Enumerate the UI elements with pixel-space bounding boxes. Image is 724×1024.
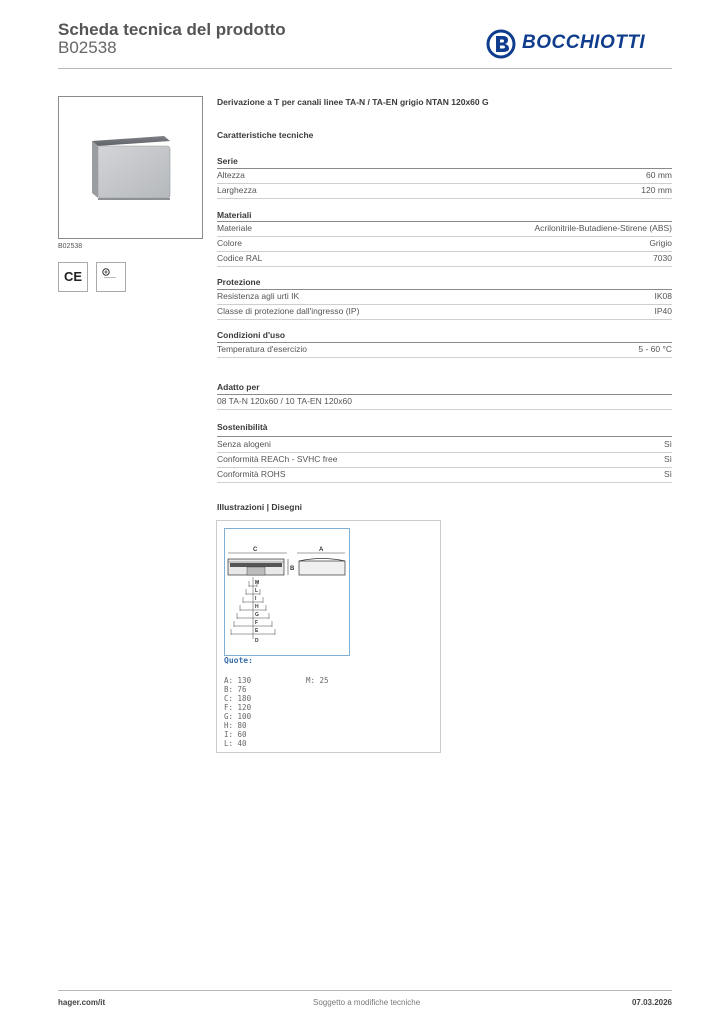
spec-value: 120 mm [641, 185, 672, 195]
spec-label: Conformità ROHS [217, 469, 286, 479]
spec-value: Sì [663, 454, 672, 464]
group-rule [217, 436, 672, 437]
spec-value: Sì [663, 439, 672, 449]
spec-row [217, 252, 672, 267]
spec-label: Materiale [217, 223, 252, 233]
spec-row [217, 222, 672, 237]
spec-value: 60 mm [646, 170, 672, 180]
drawing-label-h: H [255, 604, 259, 610]
spec-label: Senza alogeni [217, 439, 271, 449]
spec-row [217, 290, 672, 305]
spec-value: 7030 [653, 253, 672, 263]
product-photo [59, 97, 202, 238]
spec-row [217, 468, 672, 483]
product-title: Derivazione a T per canali linee TA-N / TA-EN grigio NTAN 120x60 G [217, 97, 489, 107]
spec-value: IP40 [654, 306, 672, 316]
spec-label: Larghezza [217, 185, 257, 195]
image-caption: B02538 [58, 243, 83, 250]
group-title-materiali: Materiali [217, 210, 252, 220]
drawing-label-d: D [255, 638, 259, 644]
section-title: Caratteristiche tecniche [217, 130, 314, 140]
dimension-value: H: 80 [224, 721, 247, 730]
spec-label: Temperatura d'esercizio [217, 344, 307, 354]
drawing-label-i: I [255, 596, 257, 602]
drawing-label-l: L [255, 588, 259, 594]
product-code: B02538 [58, 38, 117, 57]
page-title: Scheda tecnica del prodotto [58, 20, 286, 39]
group-title-condizioni: Condizioni d'uso [217, 330, 286, 340]
footer-divider [58, 990, 672, 991]
technical-drawing [224, 528, 350, 656]
dimensions-title: Quote: [224, 656, 253, 665]
spec-label: Altezza [217, 170, 245, 180]
drawing-label-c: C [253, 547, 258, 553]
spec-label: Codice RAL [217, 253, 263, 263]
header-divider [58, 68, 672, 69]
drawing-label-b: B [290, 566, 295, 572]
spec-value: 5 - 60 °C [638, 344, 672, 354]
spec-label: Classe di protezione dall'ingresso (IP) [217, 306, 360, 316]
drawing-label-f: F [255, 620, 259, 626]
dimension-value: M: 25 [306, 676, 329, 685]
brand-mark-icon [486, 28, 518, 60]
dimension-value: C: 180 [224, 694, 252, 703]
brand-name: BOCCHIOTTI [522, 32, 646, 53]
dimension-value: F: 120 [224, 703, 252, 712]
brand-logo [486, 28, 666, 60]
spec-row [217, 237, 672, 252]
dimension-value: A: 130 [224, 676, 252, 685]
spec-row [217, 343, 672, 358]
spec-label: 08 TA-N 120x60 / 10 TA-EN 120x60 [217, 396, 352, 406]
spec-value: Grigio [649, 238, 672, 248]
spec-value: Acrilonitrile-Butadiene-Stirene (ABS) [534, 223, 672, 233]
dimension-value: B: 76 [224, 685, 247, 694]
imq-mark-icon [96, 262, 126, 292]
group-title-protezione: Protezione [217, 277, 261, 287]
illustrations-title: Illustrazioni | Disegni [217, 502, 303, 512]
footer-website: hager.com/it [58, 998, 106, 1007]
drawing-label-a: A [319, 547, 324, 553]
spec-row [217, 305, 672, 320]
spec-row [217, 395, 672, 410]
ce-mark-icon: CE [58, 262, 88, 292]
spec-row [217, 438, 672, 453]
dimension-value: I: 60 [224, 730, 247, 739]
dimension-value: G: 100 [224, 712, 252, 721]
footer-date: 07.03.2026 [631, 998, 672, 1007]
drawing-label-g: G [255, 612, 259, 618]
spec-row [217, 453, 672, 468]
group-title-serie: Serie [217, 156, 238, 166]
group-title-adatto: Adatto per [217, 382, 260, 392]
drawing-label-e: E [255, 628, 259, 634]
spec-label: Conformità REACh - SVHC free [217, 454, 338, 464]
footer-note: Soggetto a modifiche tecniche [313, 998, 421, 1007]
group-title-sostenibilita: Sostenibilità [217, 422, 268, 432]
product-image [58, 96, 203, 239]
dimension-value: L: 40 [224, 739, 247, 748]
drawing-label-m: M [255, 580, 260, 586]
spec-row [217, 169, 672, 184]
spec-value: Sì [663, 469, 672, 479]
spec-label: Colore [217, 238, 243, 248]
spec-value: IK08 [654, 291, 672, 301]
spec-label: Resistenza agli urti IK [217, 291, 300, 301]
spec-row [217, 184, 672, 199]
